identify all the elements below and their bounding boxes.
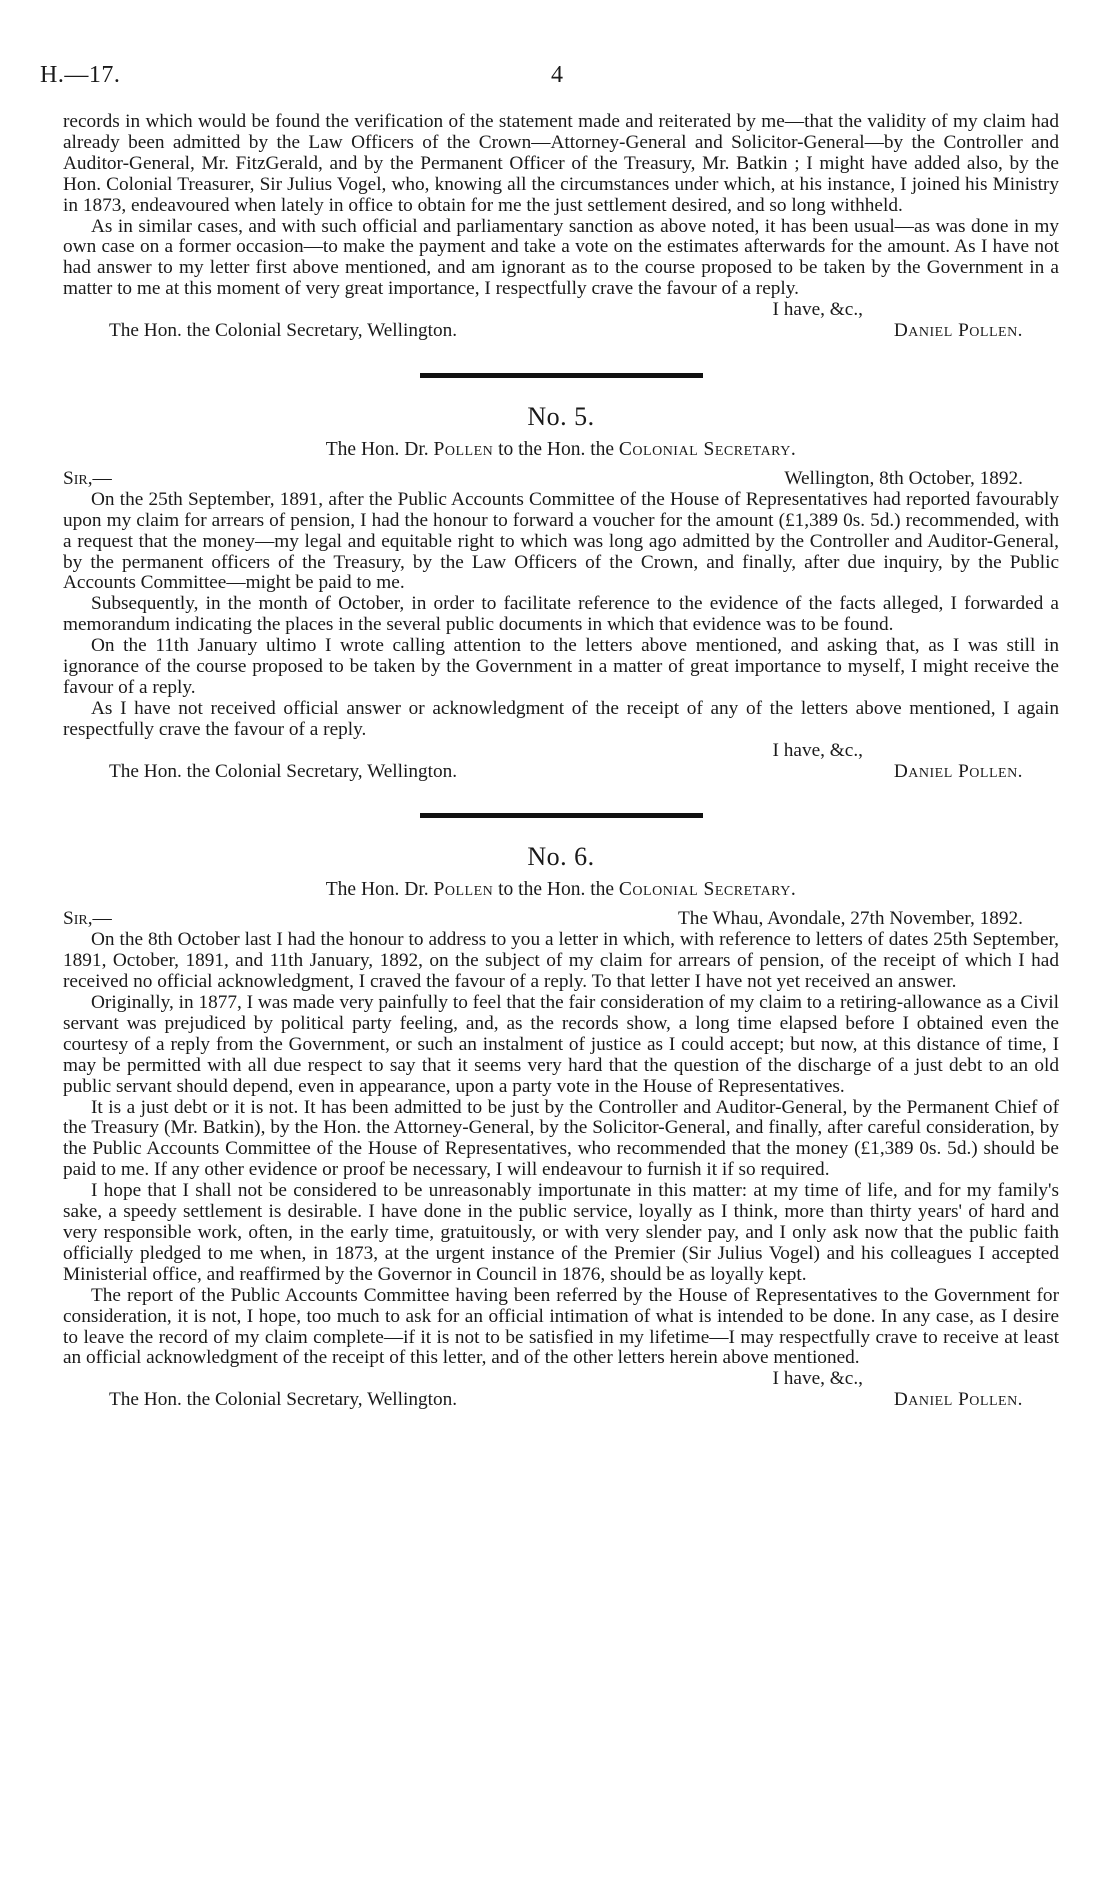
- letter-sender: Pollen: [433, 879, 494, 901]
- parliamentary-paper-ref: H.—17.: [40, 62, 121, 88]
- salutation: Sir,—: [63, 467, 112, 489]
- body-paragraph: As in similar cases, and with such official and parliamentary sanction as above noted, it has been usual—as was done in my own case on a former occasion—to make the payment and take a vote on the estimates afterwards for the amount. As I have not had answer to my letter first above mentioned, and am ignorant as to the course proposed to be taken by the Government in a matter to me at this moment of very great importance, I respectfully crave the favour of a reply.: [63, 215, 1059, 300]
- addressee: The Hon. the Colonial Secretary, Wellington.: [109, 320, 458, 342]
- body-paragraph: Subsequently, in the month of October, in order to facilitate reference to the evidence of the facts alleged, I forwarded a memorandum indicating the places in the several public documents in which that evidence was to be found.: [63, 593, 1059, 636]
- letter-heading: The Hon. Dr. Pollen to the Hon. the Colonial Secretary.: [325, 879, 797, 901]
- body-paragraph: On the 8th October last I had the honour to address to you a letter in which, with reference to letters of dates 25th September, 1891, October, 1891, and 11th January, 1892, on the subject of my claim for arrears of pension, of the receipt of which I had received no official acknowledgment, I craved the favour of a reply. To that letter I have not yet received an answer.: [63, 929, 1059, 993]
- closing-line: I have, &c.,: [772, 1368, 863, 1390]
- body-paragraph: I hope that I shall not be considered to be unreasonably importunate in this matter: at my time of life, and for my family's sake, a speedy settlement is desirable. I have done in the public service, loyally as I think, more than thirty years' of hard and very responsible work, often, in the early time, gratuitously, or with very slender pay, and I only ask now that the public faith officially pledged to me when, in 1873, at the urgent instance of the Premier (Sir Julius Vogel) and his colleagues I accepted Ministerial office, and reaffirmed by the Governor in Council in 1876, should be as loyally kept.: [63, 1180, 1059, 1285]
- signature-row: [63, 1390, 1059, 1411]
- addressee: The Hon. the Colonial Secretary, Wellington.: [109, 1389, 458, 1411]
- letter-heading: The Hon. Dr. Pollen to the Hon. the Colonial Secretary.: [325, 438, 797, 460]
- salutation: Sir,—: [63, 908, 112, 930]
- signature: Daniel Pollen.: [893, 760, 1023, 782]
- salutation-row: [63, 469, 1059, 490]
- addressee: The Hon. the Colonial Secretary, Wellington.: [109, 760, 458, 782]
- body-paragraph: records in which would be found the verification of the statement made and reiterated by me—that the validity of my claim had already been admitted by the Law Officers of the Crown—Attorney-General and Solicitor-General—by the Controller and Auditor-General, Mr. FitzGerald, and by the Permanent Officer of the Treasury, Mr. Batkin ; I might have added also, by the Hon. Colonial Treasurer, Sir Julius Vogel, who, knowing all the circumstances under which, at his instance, I joined his Ministry in 1873, endeavoured when lately in office to obtain for me the just settlement desired, and so long withheld.: [63, 111, 1059, 216]
- section-divider: [420, 813, 703, 818]
- page-content: [63, 112, 1059, 1411]
- signature: Daniel Pollen.: [893, 320, 1023, 342]
- signature-row: [63, 321, 1059, 342]
- body-paragraph: On the 25th September, 1891, after the Public Accounts Committee of the House of Representatives had reported favourably upon my claim for arrears of pension, I had the honour to forward a voucher for the amount (£1,389 0s. 5d.) recommended, with a request that the money—my legal and equitable right to which was long ago admitted by the Controller and Auditor-General, by the permanent officers of the Treasury, by the Law Officers of the Crown, and finally, after due inquiry, by the Public Accounts Committee—might be paid to me.: [63, 488, 1059, 594]
- letter-number: No. 5.: [527, 401, 595, 431]
- signature-row: [63, 762, 1059, 783]
- body-paragraph: It is a just debt or it is not. It has been admitted to be just by the Controller and Auditor-General, by the Permanent Chief of the Treasury (Mr. Batkin), by the Hon. the Attorney-General, by the Solicitor-General, and finally, after careful consideration, by the Public Accounts Committee of the House of Representatives, who recommended that the money (£1,389 0s. 5d.) should be paid to me. If any other evidence or proof be necessary, I will endeavour to furnish it if so required.: [63, 1096, 1059, 1181]
- closing-line: I have, &c.,: [772, 739, 863, 761]
- closing-line: I have, &c.,: [772, 299, 863, 321]
- letter-no-6: [63, 842, 1059, 1411]
- letter-sender: Pollen: [433, 438, 494, 460]
- letter-no-5: [63, 402, 1059, 783]
- place-date: Wellington, 8th October, 1892.: [784, 467, 1023, 489]
- letter-recipient: Colonial Secretary.: [618, 438, 797, 460]
- page-header: [40, 62, 1074, 92]
- page-number: 4: [551, 62, 563, 88]
- body-paragraph: On the 11th January ultimo I wrote calling attention to the letters above mentioned, and asking that, as I was still in ignorance of the course proposed to be taken by the Government in a matter of great importance to myself, I might receive the favour of a reply.: [63, 635, 1059, 698]
- body-paragraph: As I have not received official answer or acknowledgment of the receipt of any of the letters above mentioned, I again respectfully crave the favour of a reply.: [63, 697, 1059, 740]
- continued-letter: [63, 112, 1059, 342]
- letter-recipient: Colonial Secretary.: [618, 879, 797, 901]
- salutation-row: [63, 909, 1059, 930]
- body-paragraph: The report of the Public Accounts Committee having been referred by the House of Representatives to the Government for consideration, it is not, I hope, too much to ask for an official intimation of what is intended to be done. In any case, as I desire to leave the record of my claim complete—if it is not to be satisfied in my lifetime—I may respectfully crave to receive at least an official acknowledgment of the receipt of this letter, and of the other letters herein above mentioned.: [63, 1284, 1059, 1369]
- section-divider: [420, 373, 703, 378]
- signature: Daniel Pollen.: [893, 1389, 1023, 1411]
- letter-number: No. 6.: [527, 842, 595, 872]
- place-date: The Whau, Avondale, 27th November, 1892.: [678, 908, 1023, 930]
- body-paragraph: Originally, in 1877, I was made very painfully to feel that the fair consideration of my claim to a retiring-allowance as a Civil servant was prejudiced by political party feeling, and, as the records show, a long time elapsed before I obtained even the courtesy of a reply from the Government, or such an instalment of justice as I could accept; but now, at this distance of time, I may be permitted with all due respect to say that it seems very hard that the question of the discharge of a just debt to an old public servant should depend, even in appearance, upon a party vote in the House of Representatives.: [63, 992, 1059, 1097]
